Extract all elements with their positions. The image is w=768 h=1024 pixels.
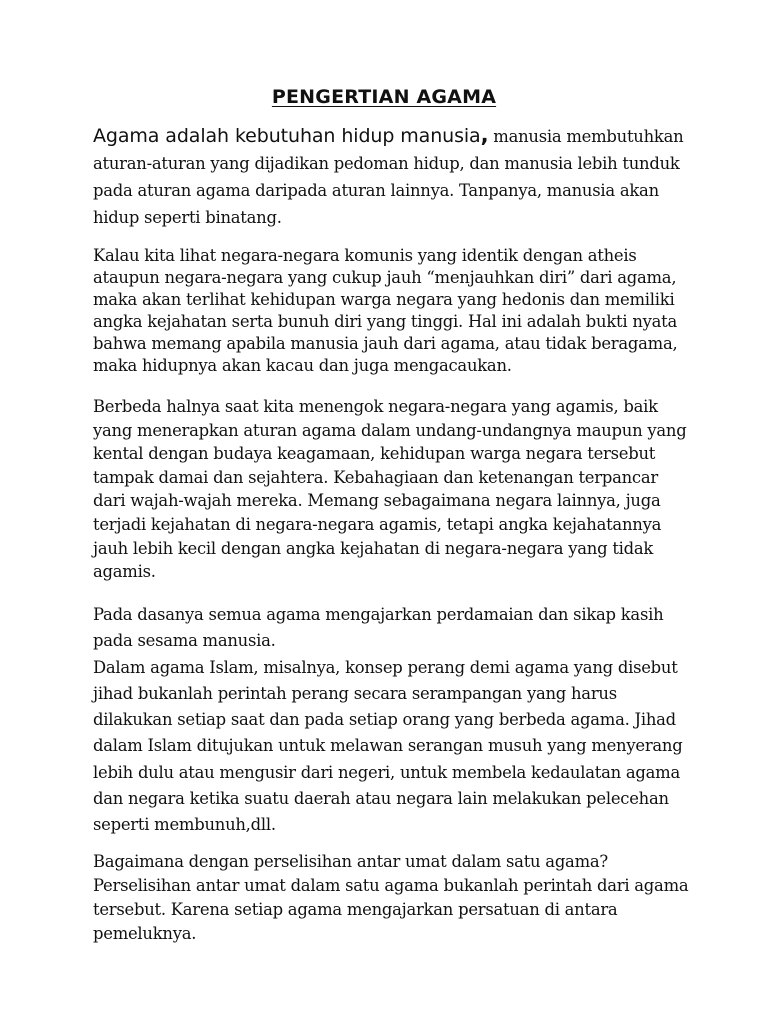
paragraph-peace: Pada dasanya semua agama mengajarkan perdamaian dan sikap kasih pada sesama manusia. xyxy=(93,604,664,651)
intro-lead-text: Agama adalah kebutuhan hidup manusia xyxy=(93,125,481,147)
paragraph-disputes: Bagaimana dengan perselisihan antar umat dalam satu agama? Perselisihan antar umat dalam satu agama bukanlah perintah dari agama tersebut. Karena setiap agama mengajarkan persatuan di antara pemeluknya. xyxy=(93,852,689,944)
paragraph-intro xyxy=(93,122,693,231)
paragraph-jihad: Dalam agama Islam, misalnya, konsep perang demi agama yang disebut jihad bukanlah perintah perang secara serampangan yang harus dilakukan setiap saat dan pada setiap orang yang berbeda agama. Jihad dalam Islam ditujukan untuk melawan serangan musuh yang menyerang lebih dulu atau mengusir dari negeri, untuk membela kedaulatan agama dan negara ketika suatu daerah atau negara lain melakukan pelecehan seperti membunuh,dll. xyxy=(93,657,683,834)
intro-comma: , xyxy=(480,123,489,147)
paragraph-communist-countries: Kalau kita lihat negara-negara komunis yang identik dengan atheis ataupun negara-negara yang cukup jauh “menjauhkan diri” dari agama, maka akan terlihat kehidupan warga negara yang hedonis dan memiliki angka kejahatan serta bunuh diri yang tinggi. Hal ini adalah bukti nyata bahwa memang apabila manusia jauh dari agama, atau tidak beragama, maka hidupnya akan kacau dan juga mengacaukan. xyxy=(93,246,678,375)
intro-rest-text: manusia membutuhkan aturan-aturan yang dijadikan pedoman hidup, dan manusia lebih tunduk pada aturan agama daripada aturan lainnya. Tanpanya, manusia akan hidup seperti binatang. xyxy=(93,127,684,227)
document-body xyxy=(93,122,693,946)
document-title: PENGERTIAN AGAMA xyxy=(271,86,497,108)
paragraph-religious-countries: Berbeda halnya saat kita menengok negara-negara yang agamis, baik yang menerapkan aturan agama dalam undang-undangnya maupun yang kental dengan budaya keagamaan, kehidupan warga negara tersebut tampak damai dan sejahtera. Kebahagiaan dan ketenangan terpancar dari wajah-wajah mereka. Memang sebagaimana negara lainnya, juga terjadi kejahatan di negara-negara agamis, tetapi angka kejahatannya jauh lebih kecil dengan angka kejahatan di negara-negara yang tidak agamis. xyxy=(93,397,687,582)
